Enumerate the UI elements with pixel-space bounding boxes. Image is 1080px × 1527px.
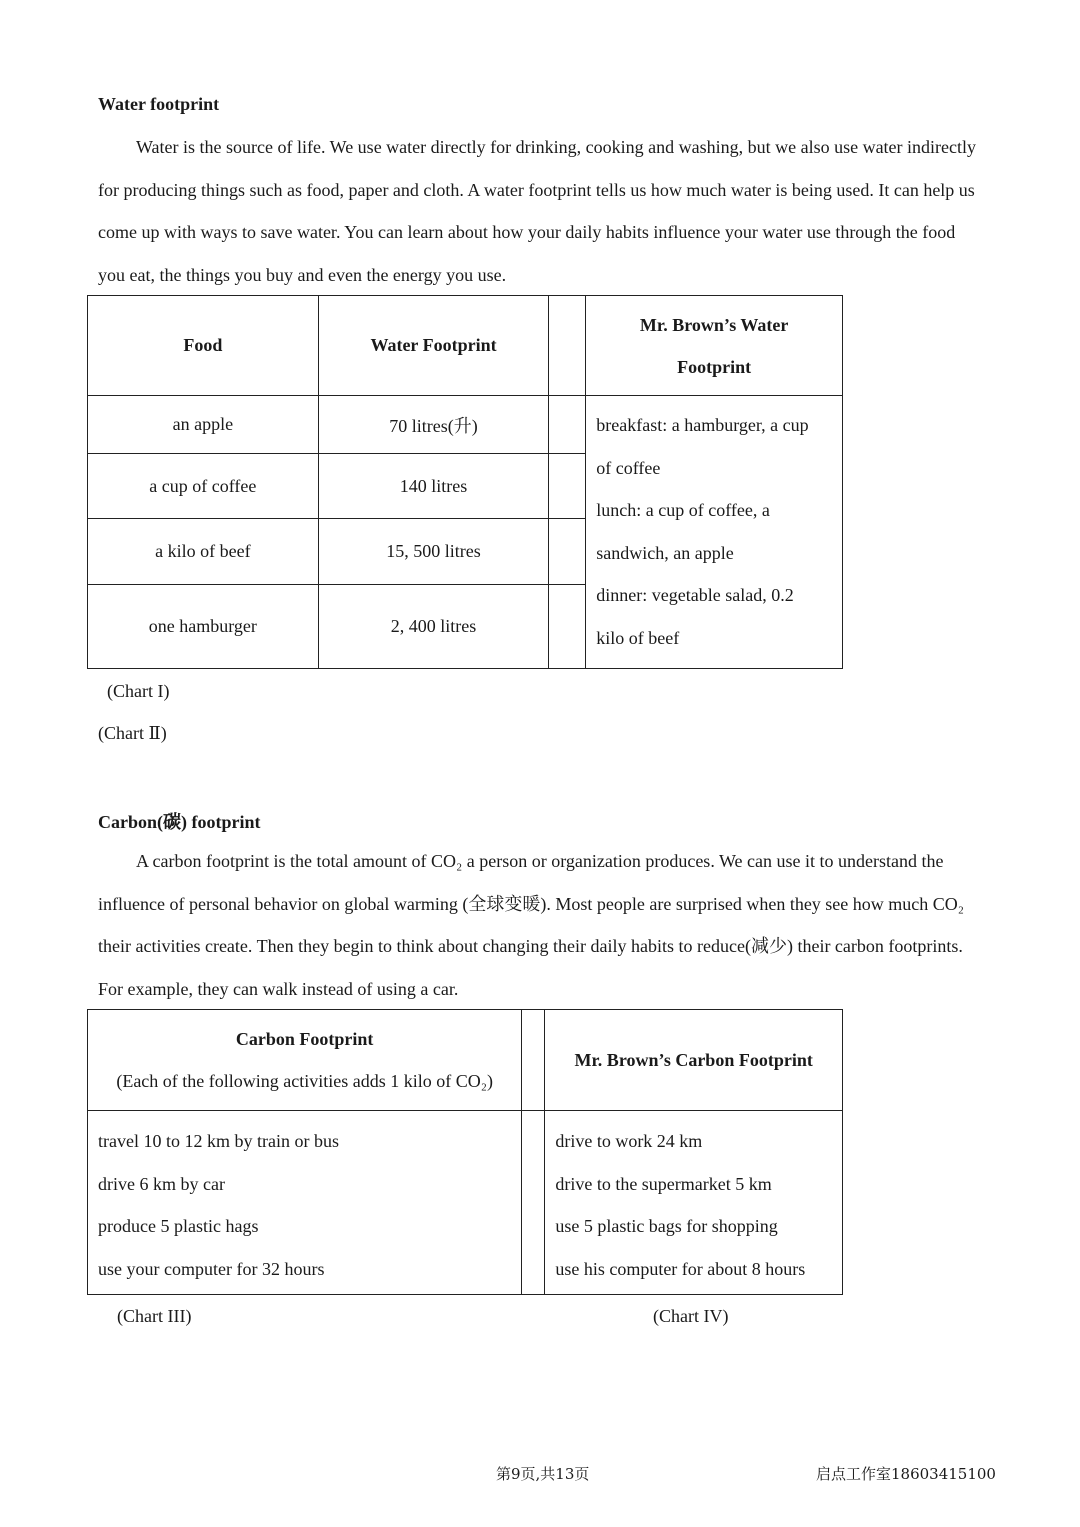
table-gap: [549, 585, 586, 669]
list-item: use your computer for 32 hours: [98, 1258, 325, 1279]
chart4-caption: (Chart IV): [653, 1306, 729, 1326]
carbon-activities-cell: [88, 1111, 522, 1295]
carbon-header: Carbon Footprint (Each of the following activities adds 1 kilo of CO₂): [88, 1010, 522, 1111]
brown-carbon-cell: [545, 1111, 843, 1295]
chart3-caption: (Chart III): [117, 1306, 192, 1326]
water-paragraph: Water is the source of life. We use water directly for drinking, cooking and washing, but we also use water indirectly for producing things such as food, paper and cloth. A water footprint tells us how much water is being used. It can help us come up with ways to save water. You can learn about how your daily habits influence your water use through the food you eat, the things you buy and even the energy you use.: [98, 137, 977, 285]
list-item: produce 5 plastic hags: [98, 1216, 259, 1236]
brown-water-cell: breakfast: a hamburger, a cup of coffee lunch: a cup of coffee, a sandwich, an apple dinner: vegetable salad, 0.2 kilo of beef: [586, 396, 843, 669]
brown-carbon-header: Mr. Brown’s Carbon Footprint: [545, 1010, 843, 1111]
list-item: travel 10 to 12 km by train or bus: [98, 1131, 339, 1151]
list-item: drive to the supermarket 5 km: [555, 1173, 772, 1194]
list-item: drive 6 km by car: [98, 1173, 225, 1194]
page-number: 第9页,共13页: [496, 1465, 590, 1483]
list-item: use his computer for about 8 hours: [555, 1258, 806, 1279]
studio-contact: 启点工作室18603415100: [816, 1465, 996, 1483]
food-cell: a kilo of beef: [88, 519, 319, 585]
footprint-cell: 15, 500 litres: [318, 519, 549, 585]
table-gap: [549, 519, 586, 585]
list-item: drive to work 24 km: [555, 1131, 703, 1151]
chart2-caption: (Chart Ⅱ): [98, 723, 167, 743]
food-cell: an apple: [88, 396, 319, 454]
footprint-cell: 2, 400 litres: [318, 585, 549, 669]
carbon-footprint-table: [87, 1009, 843, 1295]
food-header: Food: [88, 296, 319, 396]
chart1-caption: (Chart I): [107, 681, 170, 701]
table-gap: [549, 296, 586, 396]
table-gap: [522, 1010, 545, 1111]
water-footprint-table: [87, 295, 843, 669]
brown-water-header: Mr. Brown’s Water Footprint: [586, 296, 843, 396]
food-cell: one hamburger: [88, 585, 319, 669]
footprint-cell: 140 litres: [318, 454, 549, 519]
table-gap: [549, 396, 586, 454]
table-gap: [549, 454, 586, 519]
table-gap: [522, 1111, 545, 1295]
carbon-heading: Carbon(碳) footprint: [98, 812, 261, 832]
water-footprint-header: Water Footprint: [318, 296, 549, 396]
carbon-paragraph: A carbon footprint is the total amount of CO₂ a person or organization produces. We can use it to understand the influence of personal behavior on global warming (全球变暖). Most people are surprised when they see how much CO₂ their activities create. Then they begin to think about changing their daily habits to reduce(减少) their carbon footprints. For example, they can walk instead of using a car.: [98, 851, 965, 999]
water-heading: Water footprint: [98, 94, 220, 114]
carbon-header-sub: (Each of the following activities adds 1 kilo of CO₂): [116, 1071, 494, 1091]
list-item: use 5 plastic bags for shopping: [555, 1216, 778, 1236]
table-row: [88, 396, 843, 454]
food-cell: a cup of coffee: [88, 454, 319, 519]
footprint-cell: 70 litres(升): [318, 396, 549, 454]
